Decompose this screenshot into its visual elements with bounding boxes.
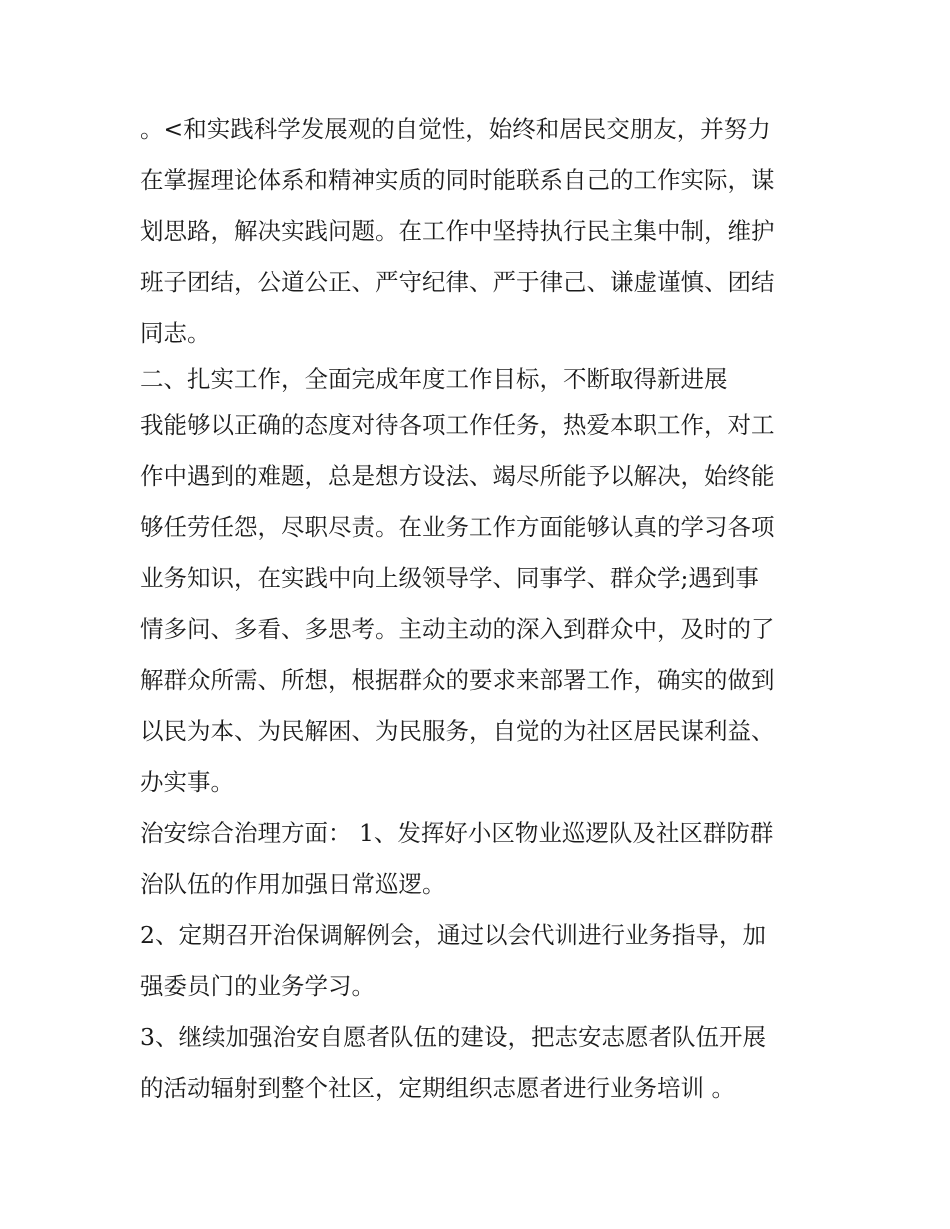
- text-line: 同志。: [140, 319, 211, 347]
- text-line: 业务知识，在实践中向上级领导学、同事学、群众学;遇到事: [140, 564, 759, 592]
- document-body: [140, 104, 820, 1114]
- text-line: 办实事。: [140, 768, 234, 796]
- text-line: 。<和实践科学发展观的自觉性，始终和居民交朋友，并努力: [140, 115, 771, 143]
- text-line: 我能够以正确的态度对待各项工作任务，热爱本职工作，对工: [140, 411, 775, 439]
- text-line: 3、继续加强治安自愿者队伍的建设，把志安志愿者队伍开展: [140, 1023, 766, 1051]
- text-line: 以民为本、为民解困、为民服务，自觉的为社区居民谋利益、: [140, 717, 775, 745]
- text-line: 治安综合治理方面： 1、发挥好小区物业巡逻队及社区群防群: [140, 819, 774, 847]
- text-line: 划思路，解决实践问题。在工作中坚持执行民主集中制，维护: [140, 217, 775, 245]
- text-line: 强委员门的业务学习。: [140, 972, 375, 1000]
- text-line: 情多问、多看、多思考。主动主动的深入到群众中，及时的了: [140, 615, 775, 643]
- text-line: 解群众所需、所想，根据群众的要求来部署工作，确实的做到: [140, 666, 775, 694]
- text-line: 班子团结，公道公正、严守纪律、严于律己、谦虚谨慎、团结: [140, 268, 775, 296]
- text-line: 作中遇到的难题，总是想方设法、竭尽所能予以解决，始终能: [140, 462, 775, 490]
- text-line: 2、定期召开治保调解例会，通过以会代训进行业务指导，加: [140, 921, 766, 949]
- text-line: 的活动辐射到整个社区，定期组织志愿者进行业务培训 。: [140, 1074, 735, 1102]
- text-line: 够任劳任怨，尽职尽责。在业务工作方面能够认真的学习各项: [140, 513, 775, 541]
- text-line: 在掌握理论体系和精神实质的同时能联系自己的工作实际，谋: [140, 166, 775, 194]
- text-line: 治队伍的作用加强日常巡逻。: [140, 870, 446, 898]
- section-heading: 二、扎实工作，全面完成年度工作目标，不断取得新进展: [140, 365, 728, 393]
